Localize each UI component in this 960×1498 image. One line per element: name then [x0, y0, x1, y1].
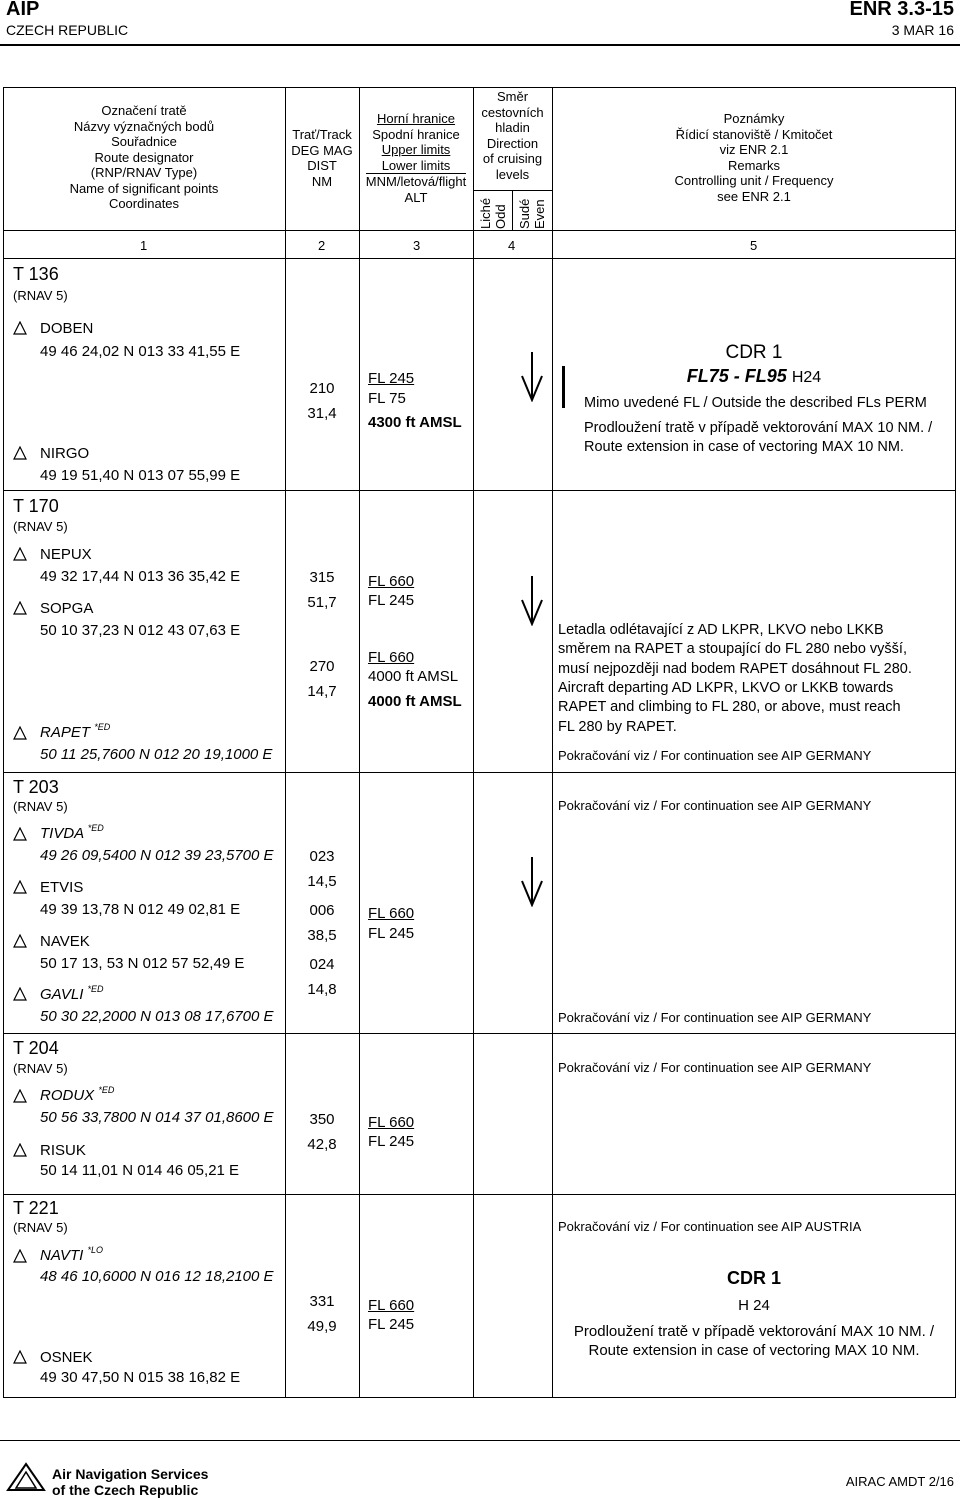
track-value: 331: [309, 1293, 335, 1310]
point-name: NEPUX: [40, 546, 92, 563]
rnav-type: (RNAV 5): [13, 288, 68, 303]
point-coordinates: 49 30 47,50 N 015 38 16,82 E: [40, 1369, 241, 1386]
distance-value: 14,7: [307, 683, 337, 700]
waypoint-triangle-icon: [13, 1143, 27, 1157]
track-value: 350: [309, 1111, 335, 1128]
header-divider: [0, 44, 960, 46]
remark-line: Route extension in case of vectoring MAX 10 NM.: [588, 1342, 920, 1359]
remark-line: musí nejpozději nad bodem RAPET dosáhnout FL 280.: [558, 661, 912, 677]
upper-limit: FL 245: [368, 370, 415, 387]
upper-limit: FL 660: [368, 573, 415, 590]
route-separator: [3, 1194, 956, 1195]
odd-even-divider: [512, 190, 513, 230]
cdr-levels: FL75 - FL95 H24: [686, 366, 822, 386]
point-coordinates: 50 11 25,7600 N 012 20 19,1000 E: [40, 746, 273, 763]
colnum-2: 2: [318, 238, 326, 253]
distance-value: 51,7: [307, 594, 337, 611]
remark-line: Mimo uvedené FL / Outside the described FLs PERM: [584, 395, 927, 411]
country-label: CZECH REPUBLIC: [6, 22, 129, 38]
direction-subline: [473, 190, 552, 191]
track-value: 315: [309, 569, 335, 586]
point-name: RODUX $^{*ED}$: [40, 1085, 115, 1104]
aip-title: AIP: [6, 0, 40, 20]
col-divider-4: [552, 87, 553, 1398]
point-name: NAVTI $^{*LO}$: [40, 1245, 104, 1264]
route-designator: T 170: [13, 496, 59, 516]
point-coordinates: 50 10 37,23 N 012 43 07,63 E: [40, 622, 241, 639]
down-arrow-icon: [521, 576, 543, 626]
point-name: RAPET $^{*ED}$: [40, 722, 111, 741]
point-name: NIRGO: [40, 445, 90, 462]
col-divider-1: [285, 87, 286, 1398]
footer-divider: [0, 1440, 960, 1441]
continuation-note: Pokračování viz / For continuation see AIP AUSTRIA: [558, 1219, 862, 1234]
upper-limit: FL 660: [368, 1297, 415, 1314]
waypoint-triangle-icon: [13, 827, 27, 841]
even-label: Sudé Even: [517, 198, 547, 229]
route-designator: T 203: [13, 777, 59, 797]
effective-date: 3 MAR 16: [891, 22, 954, 38]
waypoint-triangle-icon: [13, 601, 27, 615]
distance-value: 49,9: [307, 1318, 337, 1335]
point-coordinates: 50 17 13, 53 N 012 57 52,49 E: [40, 955, 245, 972]
waypoint-triangle-icon: [13, 1089, 27, 1103]
lower-limit: FL 245: [368, 925, 415, 942]
colnum-5: 5: [750, 238, 758, 253]
waypoint-triangle-icon: [13, 446, 27, 460]
header-bottom-line: [3, 230, 956, 231]
remark-line: Letadla odlétavající z AD LKPR, LKVO nebo LKKB: [558, 622, 884, 638]
lower-limit: 4000 ft AMSL: [368, 668, 459, 685]
track-value: 024: [309, 956, 335, 973]
waypoint-triangle-icon: [13, 1249, 27, 1263]
waypoint-triangle-icon: [13, 547, 27, 561]
rnav-type: (RNAV 5): [13, 1220, 68, 1235]
remark-line: Aircraft departing AD LKPR, LKVO or LKKB towards: [558, 680, 894, 696]
remark-line: FL 280 by RAPET.: [558, 719, 677, 735]
point-coordinates: 49 39 13,78 N 012 49 02,81 E: [40, 901, 241, 918]
waypoint-triangle-icon: [13, 934, 27, 948]
distance-value: 14,8: [307, 981, 337, 998]
point-name: SOPGA: [40, 600, 94, 617]
col5-header: Poznámky Řídicí stanoviště / Kmitočet viz ENR 2.1 Remarks Controlling unit / Frequency see ENR 2.1: [674, 111, 834, 204]
continuation-note: Pokračování viz / For continuation see AIP GERMANY: [558, 798, 872, 813]
continuation-note: Pokračování viz / For continuation see AIP GERMANY: [558, 1060, 872, 1075]
waypoint-triangle-icon: [13, 321, 27, 335]
remark-line: směrem na RAPET a stoupající do FL 280 nebo vyšší,: [558, 641, 907, 657]
ans-logo-icon: [6, 1462, 46, 1492]
remark-line: Prodloužení tratě v případě vektorování MAX 10 NM. /: [584, 420, 933, 436]
lower-limit: FL 75: [368, 390, 406, 407]
distance-value: 38,5: [307, 927, 337, 944]
route-designator: T 136: [13, 264, 59, 284]
down-arrow-icon: [521, 857, 543, 907]
point-name: RISUK: [40, 1142, 86, 1159]
point-coordinates: 50 14 11,01 N 014 46 05,21 E: [40, 1162, 240, 1179]
lower-limit: FL 245: [368, 592, 415, 609]
cdr-label: CDR 1: [725, 342, 783, 363]
colnum-bottom-line: [3, 258, 956, 259]
point-name: ETVIS: [40, 879, 84, 896]
distance-value: 14,5: [307, 873, 337, 890]
lower-limit: FL 245: [368, 1133, 415, 1150]
section-number: ENR 3.3-15: [849, 0, 954, 20]
upper-limit: FL 660: [368, 1114, 415, 1131]
logo-text: Air Navigation Services of the Czech Republic: [52, 1466, 209, 1498]
point-coordinates: 49 46 24,02 N 013 33 41,55 E: [40, 343, 241, 360]
route-separator: [3, 490, 956, 491]
route-designator: T 221: [13, 1198, 59, 1218]
point-coordinates: 49 32 17,44 N 013 36 35,42 E: [40, 568, 241, 585]
col4-header: Směr cestovních hladin Direction of cruising levels: [481, 89, 544, 182]
col3-header: Horní hranice Spodní hranice Upper limits Lower limits MNM/letová/flight ALT: [365, 111, 467, 205]
col-divider-2: [359, 87, 360, 1398]
waypoint-triangle-icon: [13, 880, 27, 894]
upper-limit: FL 660: [368, 905, 415, 922]
point-coordinates: 49 26 09,5400 N 012 39 23,5700 E: [40, 847, 274, 864]
mnm-altitude: 4300 ft AMSL: [368, 414, 462, 431]
colnum-1: 1: [140, 238, 148, 253]
rnav-type: (RNAV 5): [13, 799, 68, 814]
cdr-label: CDR 1: [726, 1268, 781, 1288]
waypoint-triangle-icon: [13, 987, 27, 1001]
col-divider-3: [473, 87, 474, 1398]
odd-label: Liché Odd: [478, 197, 508, 229]
rnav-type: (RNAV 5): [13, 519, 68, 534]
down-arrow-icon: [521, 352, 543, 402]
col2-header: Trať/Track DEG MAG DIST NM: [291, 127, 353, 189]
remark-line: Prodloužení tratě v případě vektorování MAX 10 NM. /: [573, 1323, 935, 1340]
colnum-4: 4: [508, 238, 516, 253]
point-coordinates: 49 19 51,40 N 013 07 55,99 E: [40, 467, 241, 484]
distance-value: 31,4: [307, 405, 337, 422]
track-value: 023: [309, 848, 335, 865]
remark-line: RAPET and climbing to FL 280, or above, must reach: [558, 699, 901, 715]
colnum-3: 3: [413, 238, 421, 253]
route-separator: [3, 772, 956, 773]
upper-limit: FL 660: [368, 649, 415, 666]
lower-limit: FL 245: [368, 1316, 415, 1333]
track-value: 210: [309, 380, 335, 397]
point-name: OSNEK: [40, 1349, 93, 1366]
rnav-type: (RNAV 5): [13, 1061, 68, 1076]
track-value: 270: [309, 658, 335, 675]
waypoint-triangle-icon: [13, 726, 27, 740]
continuation-note: Pokračování viz / For continuation see AIP GERMANY: [558, 1010, 872, 1025]
point-coordinates: 48 46 10,6000 N 016 12 18,2100 E: [40, 1268, 274, 1285]
continuation-note: Pokračování viz / For continuation see AIP GERMANY: [558, 748, 872, 763]
mnm-altitude: 4000 ft AMSL: [368, 693, 462, 710]
cdr-hours: H 24: [738, 1297, 770, 1314]
amendment-label: AIRAC AMDT 2/16: [845, 1474, 954, 1489]
route-designator: T 204: [13, 1038, 59, 1058]
point-name: DOBEN: [40, 320, 94, 337]
track-value: 006: [309, 902, 335, 919]
distance-value: 42,8: [307, 1136, 337, 1153]
remark-line: Route extension in case of vectoring MAX 10 NM.: [584, 439, 904, 455]
route-separator: [3, 1033, 956, 1034]
point-coordinates: 50 56 33,7800 N 014 37 01,8600 E: [40, 1109, 274, 1126]
point-name: NAVEK: [40, 933, 90, 950]
route-table: [3, 87, 956, 1398]
point-coordinates: 50 30 22,2000 N 013 08 17,6700 E: [40, 1008, 274, 1025]
point-name: TIVDA $^{*ED}$: [40, 823, 104, 842]
col1-header: Označení tratě Názvy význačných bodů Souřadnice Route designator (RNP/RNAV Type) Name of significant points Coordinates: [69, 103, 219, 211]
point-name: GAVLI $^{*ED}$: [40, 984, 104, 1003]
waypoint-triangle-icon: [13, 1350, 27, 1364]
